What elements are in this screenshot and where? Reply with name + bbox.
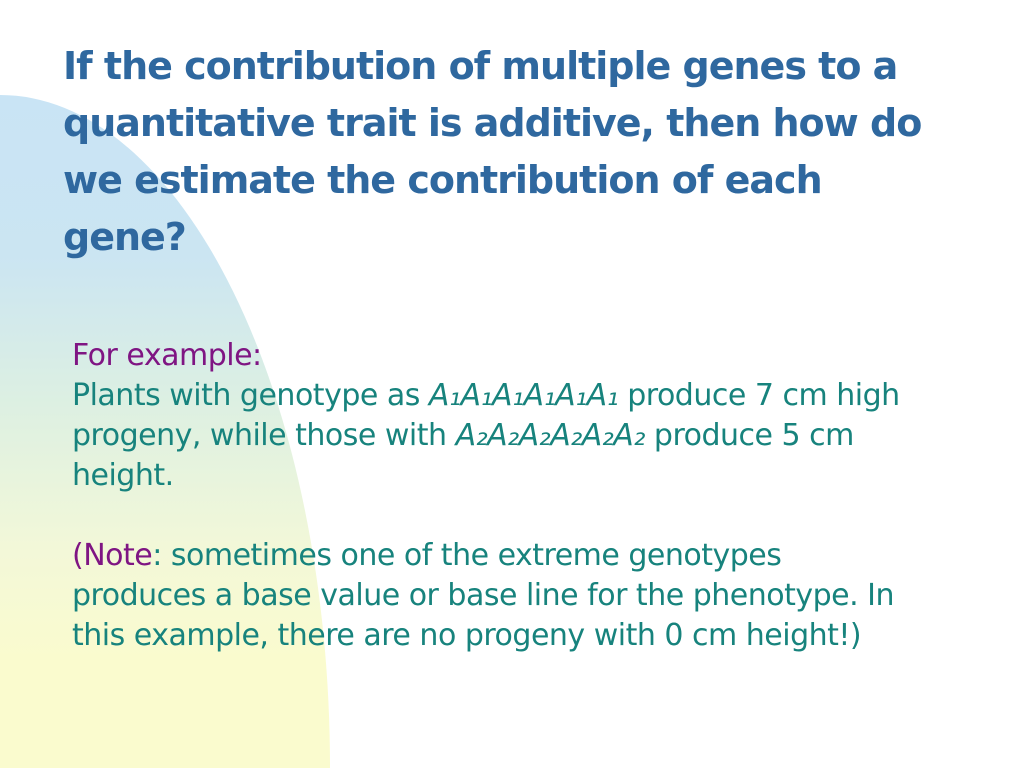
note-line-1 <box>72 536 1002 576</box>
title-line-4: gene? <box>63 215 186 259</box>
genotype-a1-run: A₁A₁A₁A₁A₁A₁ <box>428 378 619 413</box>
sentence-line-1-post: produce 7 cm high <box>618 378 900 413</box>
sentence-line-2-post: produce 5 cm <box>644 418 854 453</box>
title-line-3: we estimate the contribution of each <box>63 158 822 202</box>
genotype-a2-run: A₂A₂A₂A₂A₂A₂ <box>455 418 645 453</box>
slide-title <box>63 38 1013 266</box>
sentence-line-1-pre: Plants with genotype as <box>72 378 429 413</box>
note-line-1-rest: : sometimes one of the extreme genotypes <box>152 538 782 573</box>
sentence-line-1 <box>72 376 1002 416</box>
note-label: (Note <box>72 538 153 573</box>
example-paragraph <box>72 336 1002 496</box>
example-label-line <box>72 336 1002 376</box>
note-paragraph <box>72 536 1002 656</box>
sentence-line-2 <box>72 416 1002 456</box>
title-line-1: If the contribution of multiple genes to a <box>63 44 898 88</box>
note-line-3: this example, there are no progeny with 0 cm height!) <box>72 618 862 653</box>
example-label: For example: <box>72 338 262 373</box>
sentence-line-3: height. <box>72 458 174 493</box>
note-line-2: produces a base value or base line for the phenotype. In <box>72 578 895 613</box>
title-line-2: quantitative trait is additive, then how do <box>63 101 922 145</box>
sentence-line-2-pre: progeny, while those with <box>72 418 456 453</box>
